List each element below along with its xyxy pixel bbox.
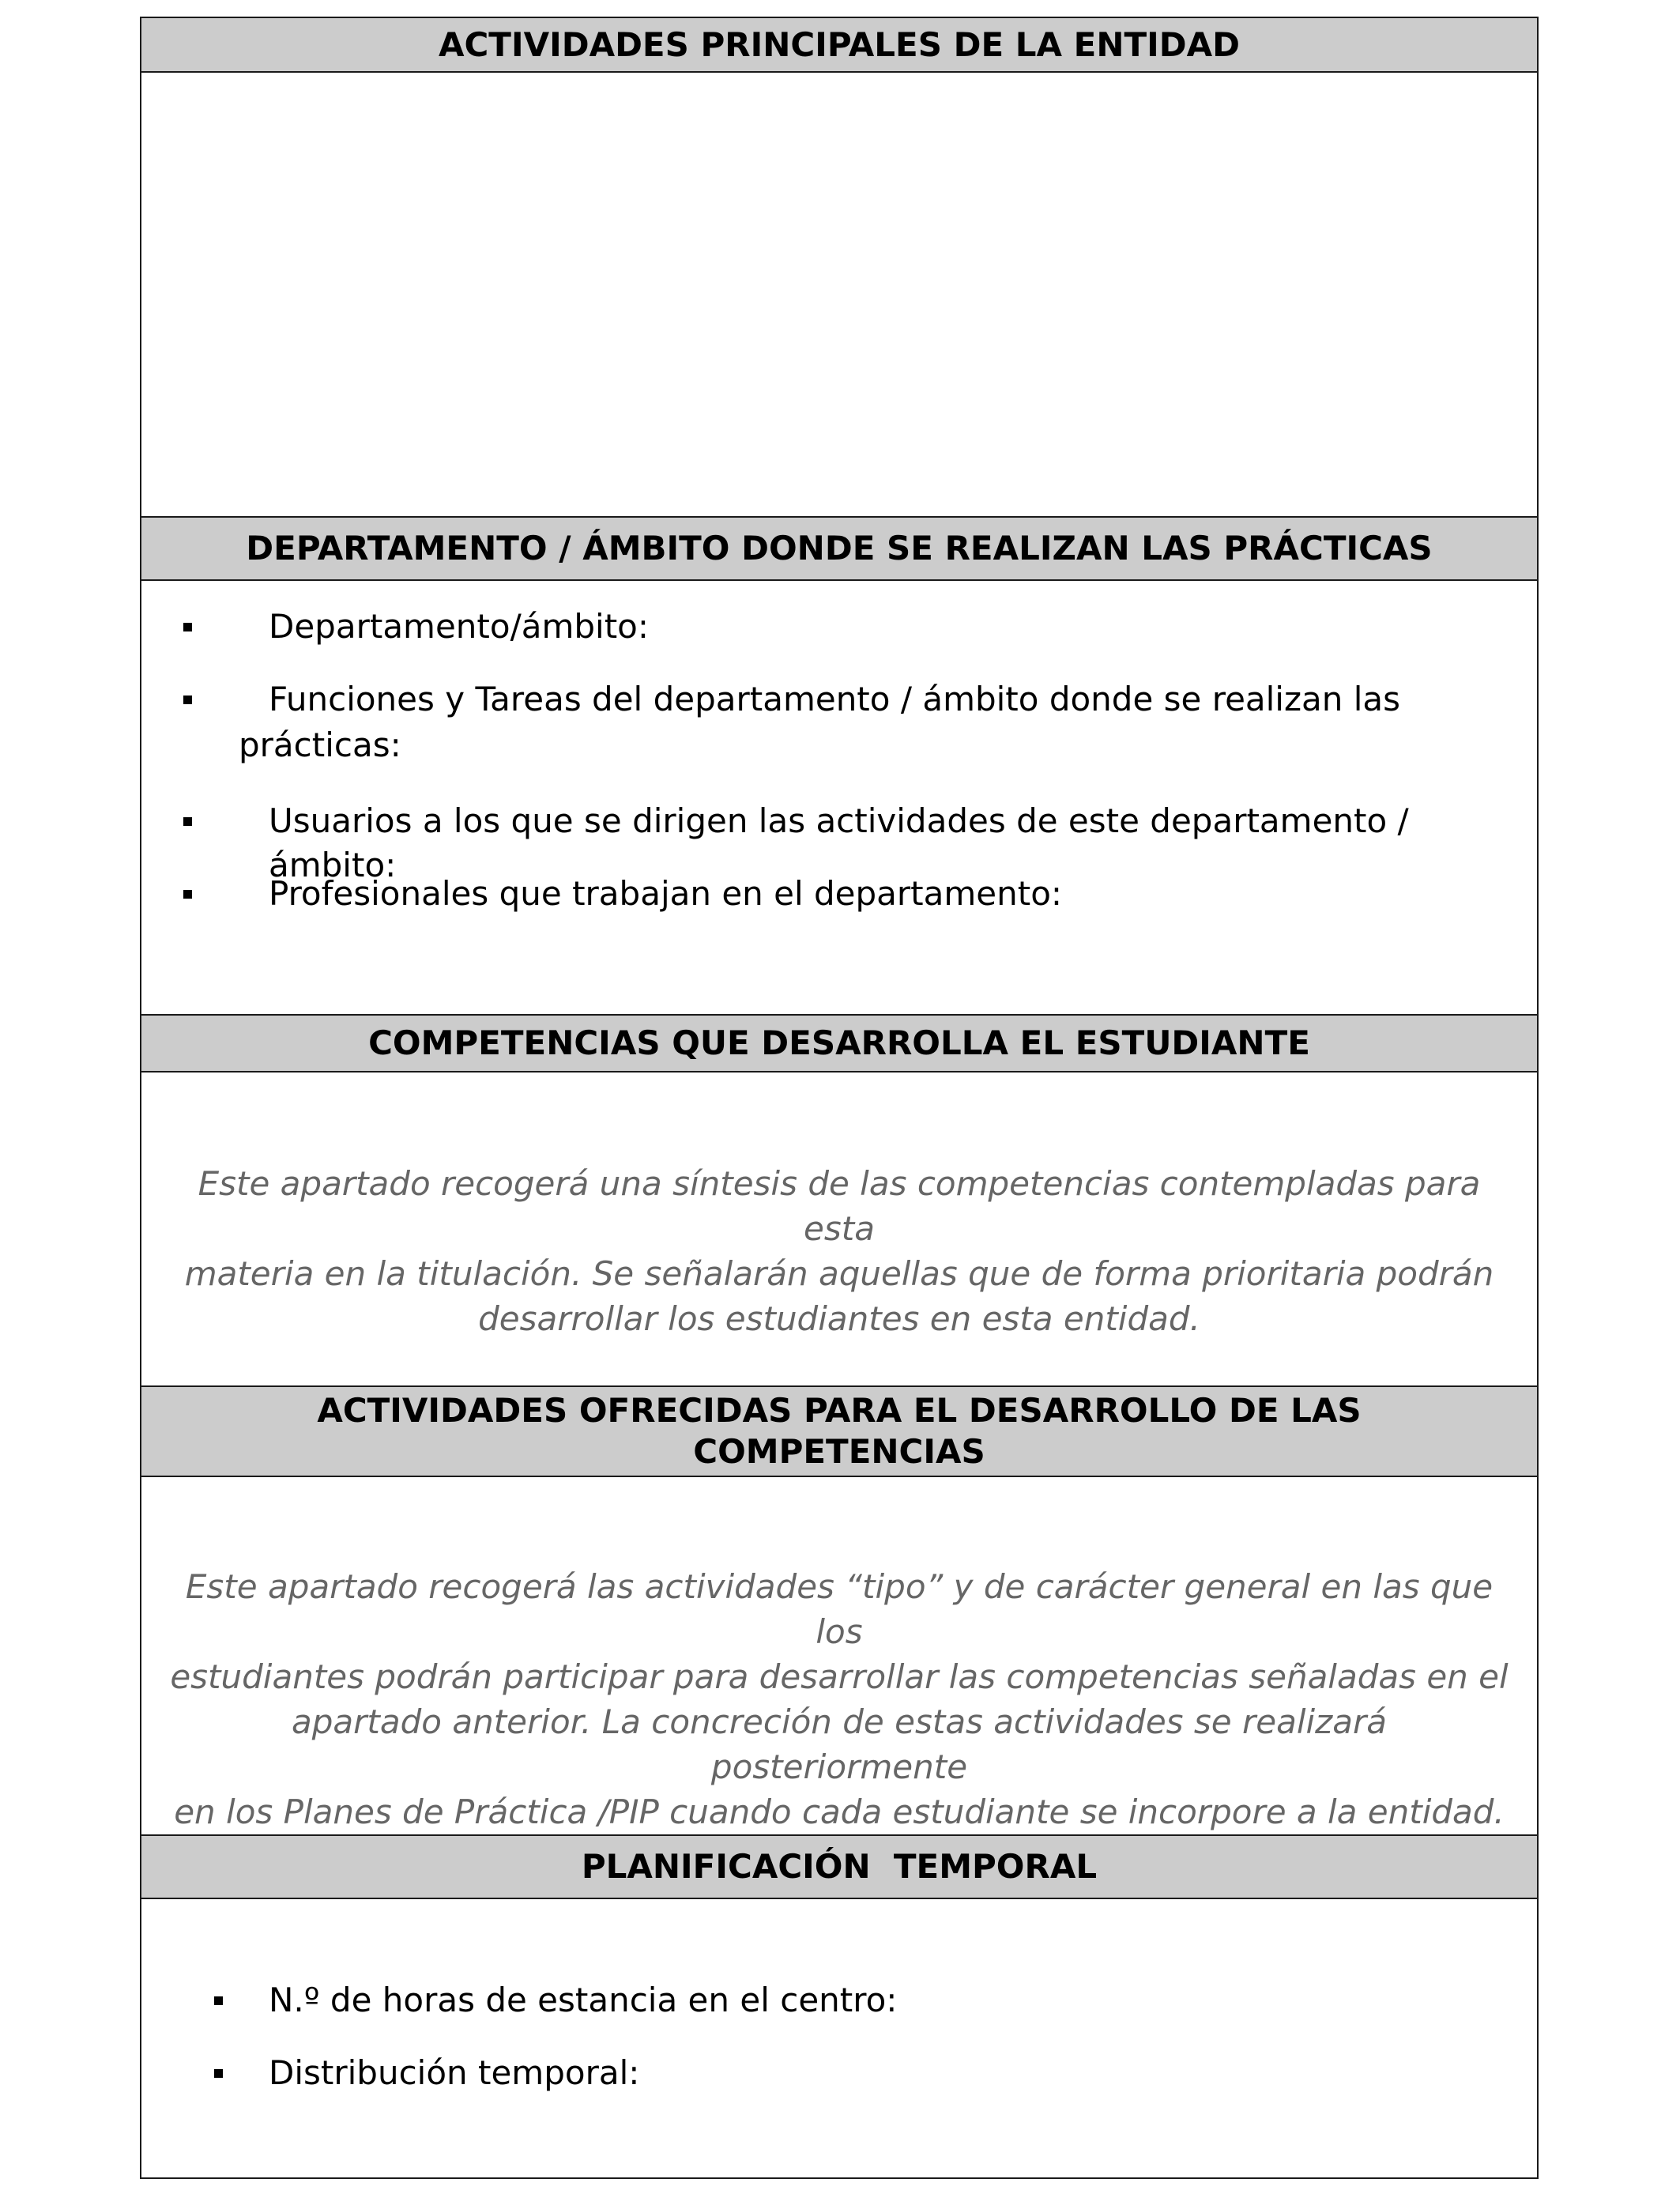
list-item-text: Funciones y Tareas del departamento / ámbito donde se realizan las: [269, 680, 1401, 718]
square-bullet-icon: [214, 1996, 223, 2005]
actividades-principales-body: [141, 73, 1537, 516]
list-item-text: Departamento/ámbito:: [269, 607, 650, 646]
list-item-text: Usuarios a los que se dirigen las actividades de este departamento / ámbito:: [269, 801, 1409, 884]
planificacion-body: [141, 1899, 1537, 2177]
section-title: ACTIVIDADES PRINCIPALES DE LA ENTIDAD: [438, 25, 1241, 64]
section-header-competencias: [141, 1014, 1537, 1072]
square-bullet-icon: [183, 623, 192, 631]
list-item-text: N.º de horas de estancia en el centro:: [269, 1981, 898, 2019]
note-line: Este apartado recogerá las actividades “tipo” y de carácter general en las que los: [185, 1567, 1494, 1651]
square-bullet-icon: [183, 696, 192, 704]
competencias-body: [141, 1072, 1537, 1385]
section-header-planificacion: [141, 1834, 1537, 1899]
section-title: COMPETENCIAS QUE DESARROLLA EL ESTUDIANTE: [368, 1023, 1310, 1062]
note-line: materia en la titulación. Se señalarán aquellas que de forma prioritaria podrán: [184, 1254, 1494, 1293]
list-item-text: Profesionales que trabajan en el departamento:: [269, 874, 1063, 913]
section-header-departamento: [141, 516, 1537, 581]
note-line: en los Planes de Práctica /PIP cuando cada estudiante se incorpore a la entidad.: [174, 1793, 1505, 1831]
list-item-text: prácticas:: [239, 726, 401, 764]
note-line: estudiantes podrán participar para desarrollar las competencias señaladas en el: [170, 1657, 1509, 1696]
section-title: PLANIFICACIÓN TEMPORAL: [581, 1847, 1098, 1886]
square-bullet-icon: [183, 890, 192, 899]
note-line: Este apartado recogerá una síntesis de las competencias contempladas para esta: [198, 1164, 1481, 1248]
competencias-note: [165, 1161, 1513, 1341]
square-bullet-icon: [214, 2069, 223, 2078]
note-line: apartado anterior. La concreción de estas actividades se realizará posteriormente: [292, 1702, 1387, 1786]
section-header-actividades-ofrecidas: [141, 1385, 1537, 1477]
section-title: DEPARTAMENTO / ÁMBITO DONDE SE REALIZAN LAS PRÁCTICAS: [246, 529, 1433, 567]
note-line: desarrollar los estudiantes en esta entidad.: [478, 1299, 1200, 1338]
practice-form-table: [140, 17, 1539, 2179]
actividades-ofrecidas-body: [141, 1477, 1537, 1834]
section-title-line: COMPETENCIAS: [693, 1432, 985, 1471]
actividades-ofrecidas-note: [165, 1564, 1513, 1834]
section-title-line: ACTIVIDADES OFRECIDAS PARA EL DESARROLLO DE LAS: [317, 1391, 1362, 1430]
departamento-body: [141, 581, 1537, 1014]
list-item-text: Distribución temporal:: [269, 2053, 640, 2092]
section-header-actividades-principales: [141, 18, 1537, 73]
square-bullet-icon: [183, 817, 192, 826]
